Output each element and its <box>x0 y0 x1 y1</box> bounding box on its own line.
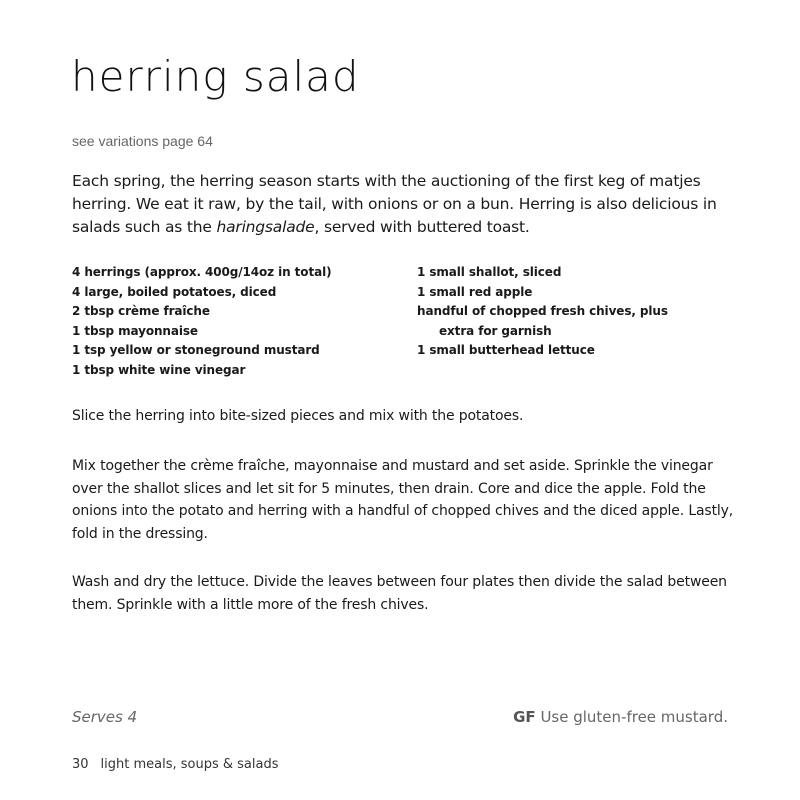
method-step-1: Slice the herring into bite-sized pieces and mix with the potatoes. <box>72 408 524 424</box>
ingredient-item: 4 herrings (approx. 400g/14oz in total) <box>72 265 332 279</box>
recipe-intro <box>72 170 732 239</box>
method-step-3: Wash and dry the lettuce. Divide the leaves between four plates then divide the salad between them. Sprinkle with a little more of the fresh chives. <box>72 574 727 613</box>
gluten-free-note <box>513 708 728 726</box>
section-title: light meals, soups & salads <box>100 757 279 772</box>
ingredient-item: 4 large, boiled potatoes, diced <box>72 284 277 299</box>
page-footer <box>72 757 279 772</box>
intro-text-2: , served with buttered toast. <box>314 218 530 236</box>
ingredient-item: 1 small red apple <box>417 284 533 299</box>
ingredient-item: 1 tbsp white wine vinegar <box>72 362 246 377</box>
intro-text-1: Each spring, the herring season starts with the auctioning of the first keg of matjes herring. We eat it raw, by the tail, with onions or on a bun. Herring is also delicious in salads such as the <box>72 172 717 236</box>
ingredient-item-continuation: extra for garnish <box>439 323 552 338</box>
page-number: 30 <box>72 757 89 772</box>
ingredient-item: 2 tbsp crème fraîche <box>72 304 210 318</box>
ingredient-item: 1 tsp yellow or stoneground mustard <box>72 343 320 357</box>
ingredient-item: 1 small shallot, sliced <box>417 265 562 279</box>
method-step-2: Mix together the crème fraîche, mayonnaise and mustard and set aside. Sprinkle the vinegar over the shallot slices and let sit for 5 minutes, then drain. Core and dice the apple. Fold the onions into the potato and herring with a handful of chopped chives and the diced apple. Lastly, fold in the dressing. <box>72 458 734 542</box>
ingredient-item: 1 tbsp mayonnaise <box>72 323 198 338</box>
recipe-title: herring salad <box>71 52 360 101</box>
ingredient-item: 1 small butterhead lettuce <box>417 343 595 357</box>
ingredients-list-left <box>72 263 392 380</box>
gf-text: Use gluten-free mustard. <box>535 708 728 726</box>
intro-italic-word: haringsalade <box>216 218 315 236</box>
ingredients-list-right <box>417 263 737 361</box>
ingredient-item: handful of chopped fresh chives, plus <box>417 304 668 318</box>
gf-tag: GF <box>513 708 536 726</box>
variations-reference: see variations page 64 <box>72 133 213 149</box>
serves-note: Serves 4 <box>72 708 138 726</box>
